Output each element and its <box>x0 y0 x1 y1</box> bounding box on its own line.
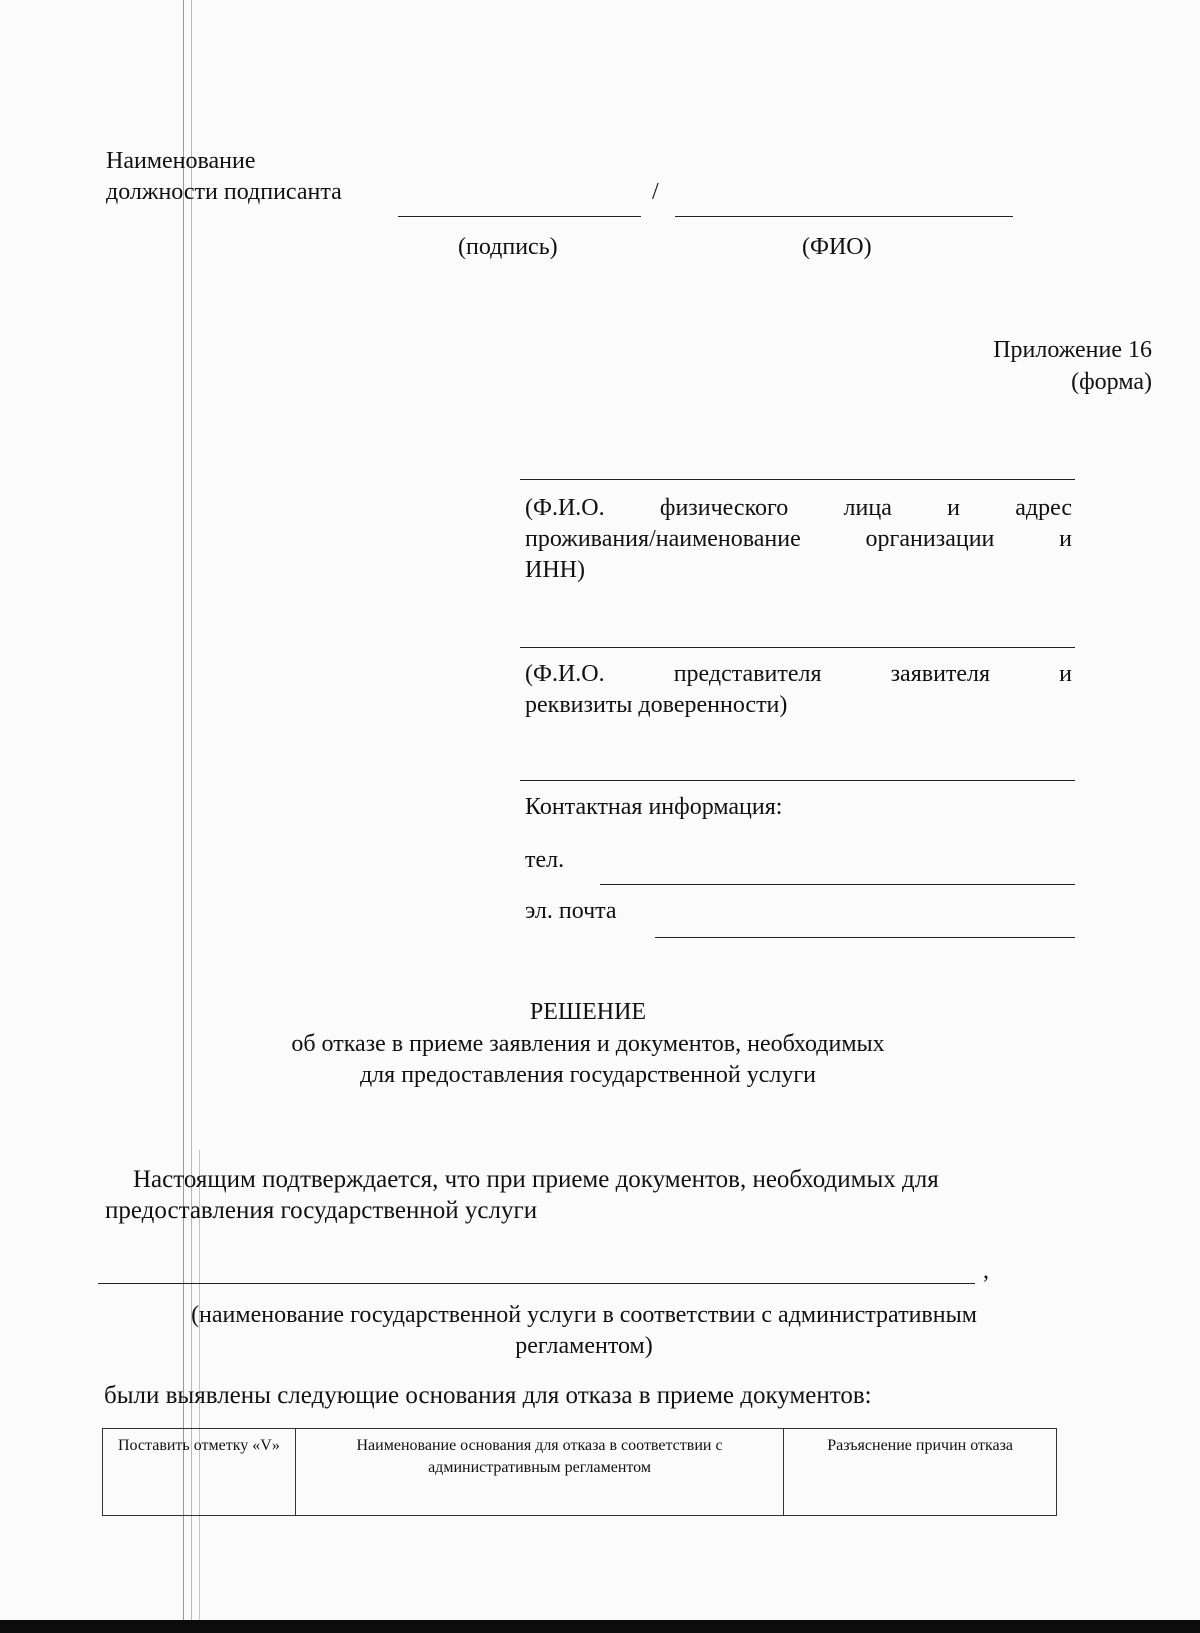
grounds-table <box>102 1428 1057 1516</box>
scan-bottom-edge <box>0 1620 1200 1633</box>
representative-caption-line2: реквизиты доверенности) <box>525 692 788 718</box>
phone-field-line[interactable] <box>600 884 1075 885</box>
contact-label: Контактная информация: <box>525 794 783 820</box>
grounds-intro: были выявлены следующие основания для отказа в приеме документов: <box>104 1382 872 1409</box>
service-caption-line1: (наименование государственной услуги в соответствии с административным <box>191 1302 977 1328</box>
phone-label: тел. <box>525 847 565 873</box>
body-paragraph-line1: Настоящим подтверждается, что при приеме документов, необходимых для <box>133 1166 939 1193</box>
appendix-form: (форма) <box>1071 369 1152 395</box>
applicant-caption-line1: (Ф.И.О. физического лица и адрес <box>525 495 1072 521</box>
contact-field-line[interactable] <box>520 780 1075 781</box>
table-header-explanation: Разъяснение причин отказа <box>784 1429 1057 1516</box>
applicant-caption-line2: проживания/наименование организации и <box>525 526 1072 552</box>
signature-caption: (подпись) <box>458 234 558 260</box>
table-header-row <box>103 1429 1057 1516</box>
signatory-title-line2: должности подписанта <box>106 179 342 205</box>
email-field-line[interactable] <box>655 937 1075 938</box>
decision-subtitle-line2: для предоставления государственной услуги <box>359 1062 817 1088</box>
body-paragraph-line2: предоставления государственной услуги <box>105 1197 538 1224</box>
name-caption: (ФИО) <box>802 234 872 260</box>
appendix-label: Приложение 16 <box>993 337 1152 363</box>
applicant-field-line[interactable] <box>520 479 1075 480</box>
table-header-ground-name: Наименование основания для отказа в соответствии с административным регламентом <box>295 1429 783 1516</box>
service-caption-line2: регламентом) <box>515 1333 653 1359</box>
email-label: эл. почта <box>525 898 617 924</box>
table-header-mark: Поставить отметку «V» <box>103 1429 296 1516</box>
signatory-title-line1: Наименование <box>106 148 256 174</box>
signature-slash: / <box>652 179 659 205</box>
representative-caption-line1: (Ф.И.О. представителя заявителя и <box>525 661 1072 687</box>
service-name-field-line[interactable] <box>98 1283 975 1284</box>
decision-subtitle-line1: об отказе в приеме заявления и документов, необходимых <box>291 1031 885 1057</box>
representative-field-line[interactable] <box>520 647 1075 648</box>
applicant-caption-line3: ИНН) <box>525 557 585 583</box>
name-field-line[interactable] <box>675 216 1013 217</box>
service-comma: , <box>983 1258 989 1284</box>
decision-heading: РЕШЕНИЕ <box>529 999 647 1025</box>
signature-field-line[interactable] <box>398 216 641 217</box>
